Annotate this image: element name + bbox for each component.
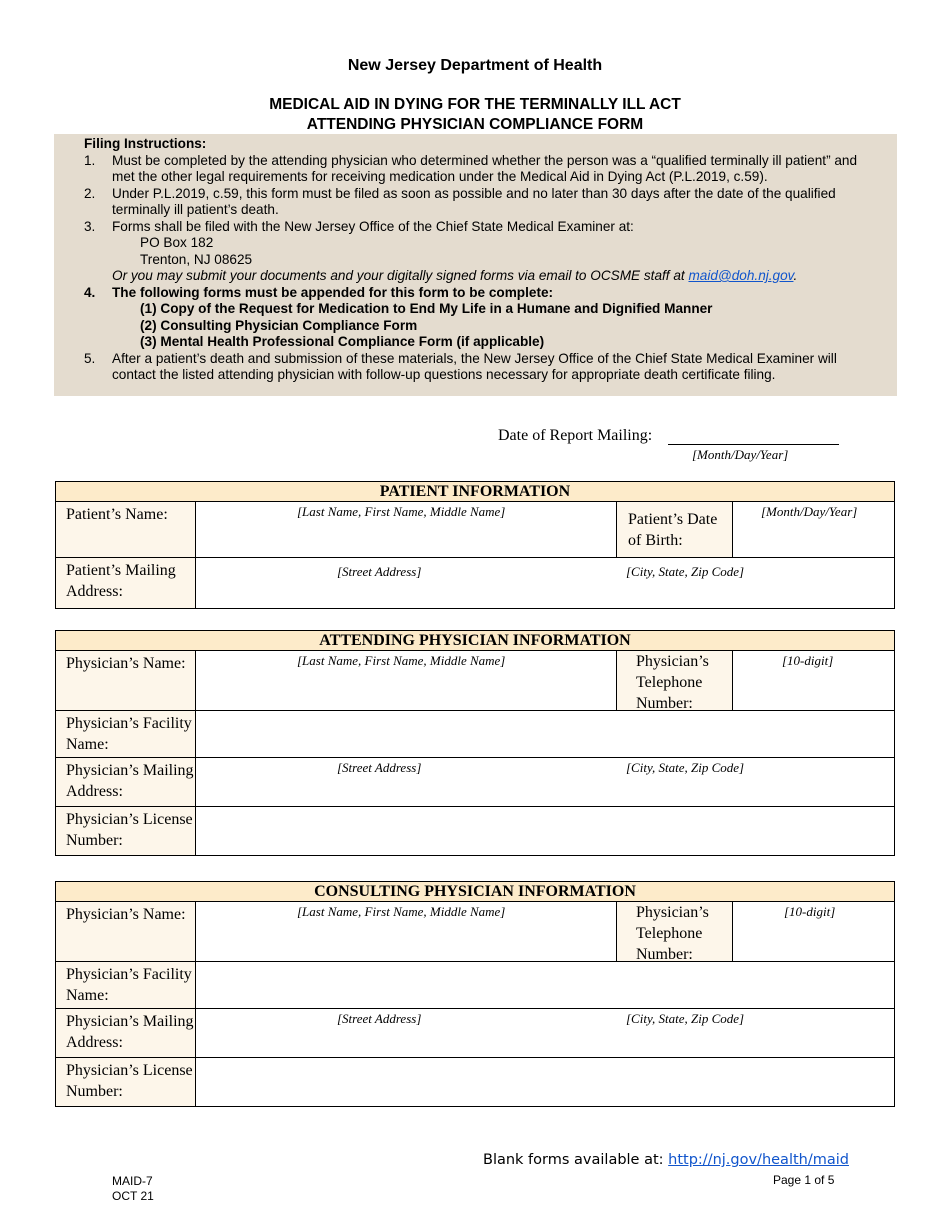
consulting-street-field[interactable]: [Street Address]: [337, 1011, 422, 1026]
consulting-phone-field[interactable]: [10-digit]: [784, 904, 836, 919]
attending-address-label: Physician’s Mailing Address:: [56, 758, 196, 806]
instruction-item-3: [84, 219, 867, 236]
consulting-physician-section: [55, 881, 895, 1107]
attending-name-label: Physician’s Name:: [56, 651, 196, 710]
instruction-item-1: [84, 153, 867, 186]
consulting-facility-label: Physician’s Facility Name:: [56, 962, 196, 1008]
form-date: OCT 21: [112, 1189, 154, 1203]
instruction-text: Under P.L.2019, c.59, this form must be filed as soon as possible and no later than 30 days after the date of the qualified terminally ill patient’s death.: [112, 185, 836, 217]
form-identifier: [112, 1174, 154, 1204]
attending-facility-row: [56, 711, 894, 758]
instruction-number: 1.: [84, 152, 96, 168]
email-prefix: Or you may submit your documents and your digitally signed forms via email to OCSME staff at: [112, 268, 689, 283]
address-line-1: PO Box 182: [140, 235, 214, 250]
attending-license-field[interactable]: [197, 807, 894, 855]
patient-information-section: [55, 481, 895, 609]
instruction-text: After a patient’s death and submission of these materials, the New Jersey Office of the Chief State Medical Examiner will contact the listed attending physician with follow-up questions necessary for appropriate death certificate filing.: [112, 350, 837, 382]
appended-form-2: (2) Consulting Physician Compliance Form: [140, 317, 418, 333]
instruction-number: 3.: [84, 218, 96, 234]
consulting-facility-field[interactable]: [197, 962, 894, 1008]
instruction-number: 5.: [84, 350, 96, 366]
report-date-label: Date of Report Mailing:: [498, 427, 653, 444]
consulting-name-label: Physician’s Name:: [56, 902, 196, 961]
filing-instructions: [54, 134, 897, 396]
report-date-hint: [Month/Day/Year]: [692, 447, 789, 462]
section-heading: CONSULTING PHYSICIAN INFORMATION: [56, 882, 894, 902]
attending-license-row: [56, 807, 894, 855]
email-instruction: [84, 268, 867, 285]
attending-license-label: Physician’s License Number:: [56, 807, 196, 855]
instruction-number: 2.: [84, 185, 96, 201]
instruction-number: 4.: [84, 284, 96, 300]
instruction-item-2: [84, 186, 867, 219]
patient-address-label: Patient’s Mailing Address:: [56, 558, 196, 608]
form-title-line2: ATTENDING PHYSICIAN COMPLIANCE FORM: [306, 116, 644, 133]
report-date-field[interactable]: [668, 444, 839, 445]
section-heading: ATTENDING PHYSICIAN INFORMATION: [56, 631, 894, 651]
attending-name-row: [56, 651, 894, 711]
agency-name: New Jersey Department of Health: [347, 57, 603, 74]
patient-dob-field[interactable]: [Month/Day/Year]: [761, 504, 858, 519]
instruction-item-4: [84, 285, 867, 302]
attending-address-row: [56, 758, 894, 807]
attending-street-field[interactable]: [Street Address]: [337, 760, 422, 775]
patient-name-field[interactable]: [Last Name, First Name, Middle Name]: [297, 504, 506, 519]
consulting-license-label: Physician’s License Number:: [56, 1058, 196, 1106]
consulting-address-row: [56, 1009, 894, 1058]
patient-name-row: [56, 502, 894, 558]
consulting-city-field[interactable]: [City, State, Zip Code]: [626, 1011, 745, 1026]
blank-forms-text: Blank forms available at:: [483, 1152, 669, 1168]
attending-facility-field[interactable]: [197, 711, 894, 757]
form-title-line1: MEDICAL AID IN DYING FOR THE TERMINALLY ILL ACT: [269, 96, 681, 113]
blank-forms-note: [483, 1152, 849, 1168]
consulting-name-field[interactable]: [Last Name, First Name, Middle Name]: [297, 904, 506, 919]
attending-phone-label: Physician’s Telephone Number:: [616, 651, 733, 710]
email-suffix: .: [793, 268, 798, 283]
attending-city-field[interactable]: [City, State, Zip Code]: [626, 760, 745, 775]
instruction-text: The following forms must be appended for this form to be complete:: [112, 284, 554, 300]
patient-city-field[interactable]: [City, State, Zip Code]: [626, 564, 745, 579]
patient-address-row: [56, 558, 894, 608]
patient-street-field[interactable]: [Street Address]: [337, 564, 422, 579]
instruction-text: Forms shall be filed with the New Jersey Office of the Chief State Medical Examiner at:: [112, 218, 634, 234]
appended-form-1: (1) Copy of the Request for Medication to End My Life in a Humane and Dignified Manner: [140, 301, 713, 316]
consulting-facility-row: [56, 962, 894, 1009]
consulting-address-label: Physician’s Mailing Address:: [56, 1009, 196, 1057]
section-heading: PATIENT INFORMATION: [56, 482, 894, 502]
attending-facility-label: Physician’s Facility Name:: [56, 711, 196, 757]
instructions-heading: Filing Instructions:: [84, 136, 207, 151]
attending-physician-section: [55, 630, 895, 856]
consulting-license-row: [56, 1058, 894, 1106]
consulting-phone-label: Physician’s Telephone Number:: [616, 902, 733, 961]
page-number: Page 1 of 5: [773, 1173, 835, 1187]
consulting-name-row: [56, 902, 894, 962]
instruction-text: Must be completed by the attending physician who determined whether the person was a “qualified terminally ill patient” and met the other legal requirements for receiving medication under the Medical Aid in Dying Act (P.L.2019, c.59).: [112, 152, 858, 184]
appended-form-3: (3) Mental Health Professional Compliance Form (if applicable): [140, 334, 545, 349]
email-link[interactable]: maid@doh.nj.gov: [688, 268, 794, 283]
patient-name-label: Patient’s Name:: [56, 502, 196, 557]
consulting-license-field[interactable]: [197, 1058, 894, 1106]
attending-name-field[interactable]: [Last Name, First Name, Middle Name]: [297, 653, 506, 668]
blank-forms-link[interactable]: http://nj.gov/health/maid: [668, 1152, 849, 1168]
address-line-2: Trenton, NJ 08625: [140, 251, 253, 267]
instruction-item-5: [84, 351, 867, 384]
form-id: MAID-7: [112, 1174, 153, 1188]
attending-phone-field[interactable]: [10-digit]: [782, 653, 834, 668]
patient-dob-label: Patient’s Date of Birth:: [616, 502, 733, 557]
